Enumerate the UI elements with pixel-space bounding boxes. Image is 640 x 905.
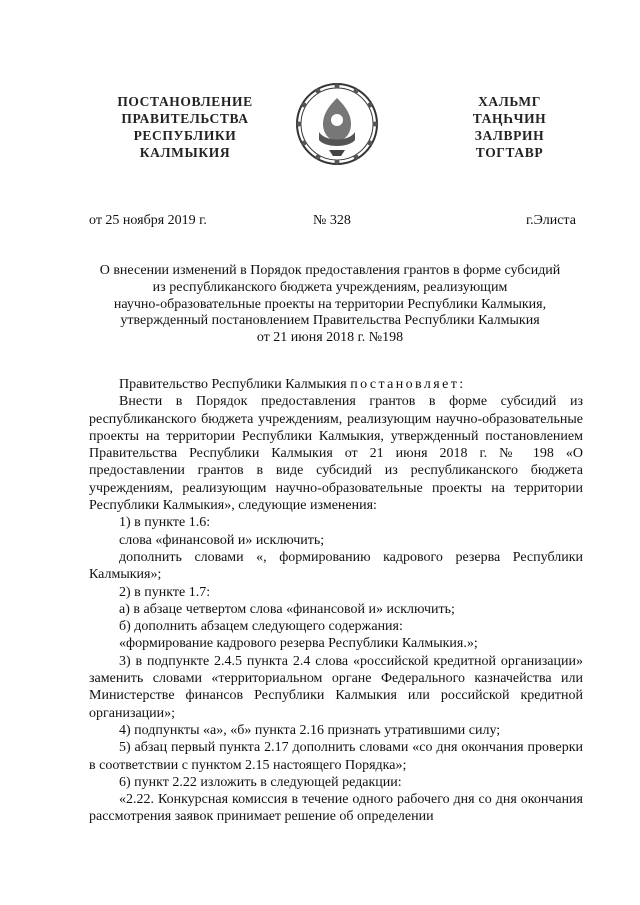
body-paragraph: слова «финансовой и» исключить; <box>119 532 325 548</box>
body-paragraph: 1) в пункте 1.6: <box>119 515 211 531</box>
document-city: г.Элиста <box>526 213 576 228</box>
body-paragraph: Внести в Порядок предоставления грантов в форме субсидий из республиканского бюджета учреждениям, реализующим научно-образовательные проекты на территории Республики Калмыкия, утвержденный постановлением Правительства Республики Калмыкия от 21 июня 2018 г. № 198 «О предоставлении грантов в виде субсидий из республиканского бюджета учреждениям, реализующим научно-образовательные проекты на территории Республики Калмыкия», следующие изменения: <box>89 394 583 514</box>
header-right-line: ХАЛЬМГ <box>478 94 541 109</box>
body-paragraph: дополнить словами «, формированию кадрового резерва Республики Калмыкия»; <box>89 549 583 583</box>
document-number: № 328 <box>313 213 351 228</box>
body-paragraph: 3) в подпункте 2.4.5 пункта 2.4 слова «российской кредитной организации» заменить словами «территориальном органе Федерального казначейства или Министерстве финансов Республики Калмыкия или российской кредитной организации»; <box>89 653 583 721</box>
title-line: утвержденный постановлением Правительства Республики Калмыкия <box>120 313 540 329</box>
header-right-line: ТАҢҺЧИН <box>472 111 547 126</box>
header-left-line: КАЛМЫКИЯ <box>139 145 231 160</box>
intro-lead: Правительство Республики Калмыкия <box>119 377 347 392</box>
header-left-line: РЕСПУБЛИКИ <box>133 128 237 143</box>
document-body <box>89 376 583 826</box>
body-paragraph: 4) подпункты «а», «б» пункта 2.16 признать утратившими силу; <box>119 722 501 738</box>
body-paragraph: б) дополнить абзацем следующего содержания: <box>119 619 403 635</box>
body-paragraph: 5) абзац первый пункта 2.17 дополнить словами «со дня окончания проверки в соответствии с пунктом 2.15 настоящего Порядка»; <box>89 740 583 773</box>
title-line: научно-образовательные проекты на территории Республики Калмыкия, <box>113 296 547 312</box>
body-paragraph: 6) пункт 2.22 изложить в следующей редакции: <box>119 774 402 790</box>
header-left-line: ПОСТАНОВЛЕНИЕ <box>117 94 253 109</box>
body-paragraph: а) в абзаце четвертом слова «финансовой и» исключить; <box>119 601 455 617</box>
title-line: О внесении изменений в Порядок предоставления грантов в форме субсидий <box>99 263 561 278</box>
header-right-block <box>452 93 567 161</box>
title-line: от 21 июня 2018 г. №198 <box>256 330 404 346</box>
body-paragraph: «формирование кадрового резерва Республики Калмыкия.»; <box>119 636 478 652</box>
intro-paragraph <box>89 376 583 393</box>
title-line: из республиканского бюджета учреждениям, реализующим <box>152 279 508 295</box>
intro-decree-word: постановляет: <box>350 377 466 392</box>
document-title <box>60 263 600 347</box>
coat-of-arms-emblem <box>293 80 381 168</box>
header-right-line: ЗАЛВРИН <box>474 128 545 143</box>
body-paragraph: 2) в пункте 1.7: <box>119 584 211 600</box>
header-right-line: ТОГТАВР <box>475 145 544 160</box>
document-date: от 25 ноября 2019 г. <box>89 213 207 228</box>
body-paragraph: «2.22. Конкурсная комиссия в течение одного рабочего дня со дня окончания рассмотрения заявок принимает решение об определении <box>89 792 583 825</box>
header-left-line: ПРАВИТЕЛЬСТВА <box>121 111 249 126</box>
header-left-block <box>95 93 275 161</box>
